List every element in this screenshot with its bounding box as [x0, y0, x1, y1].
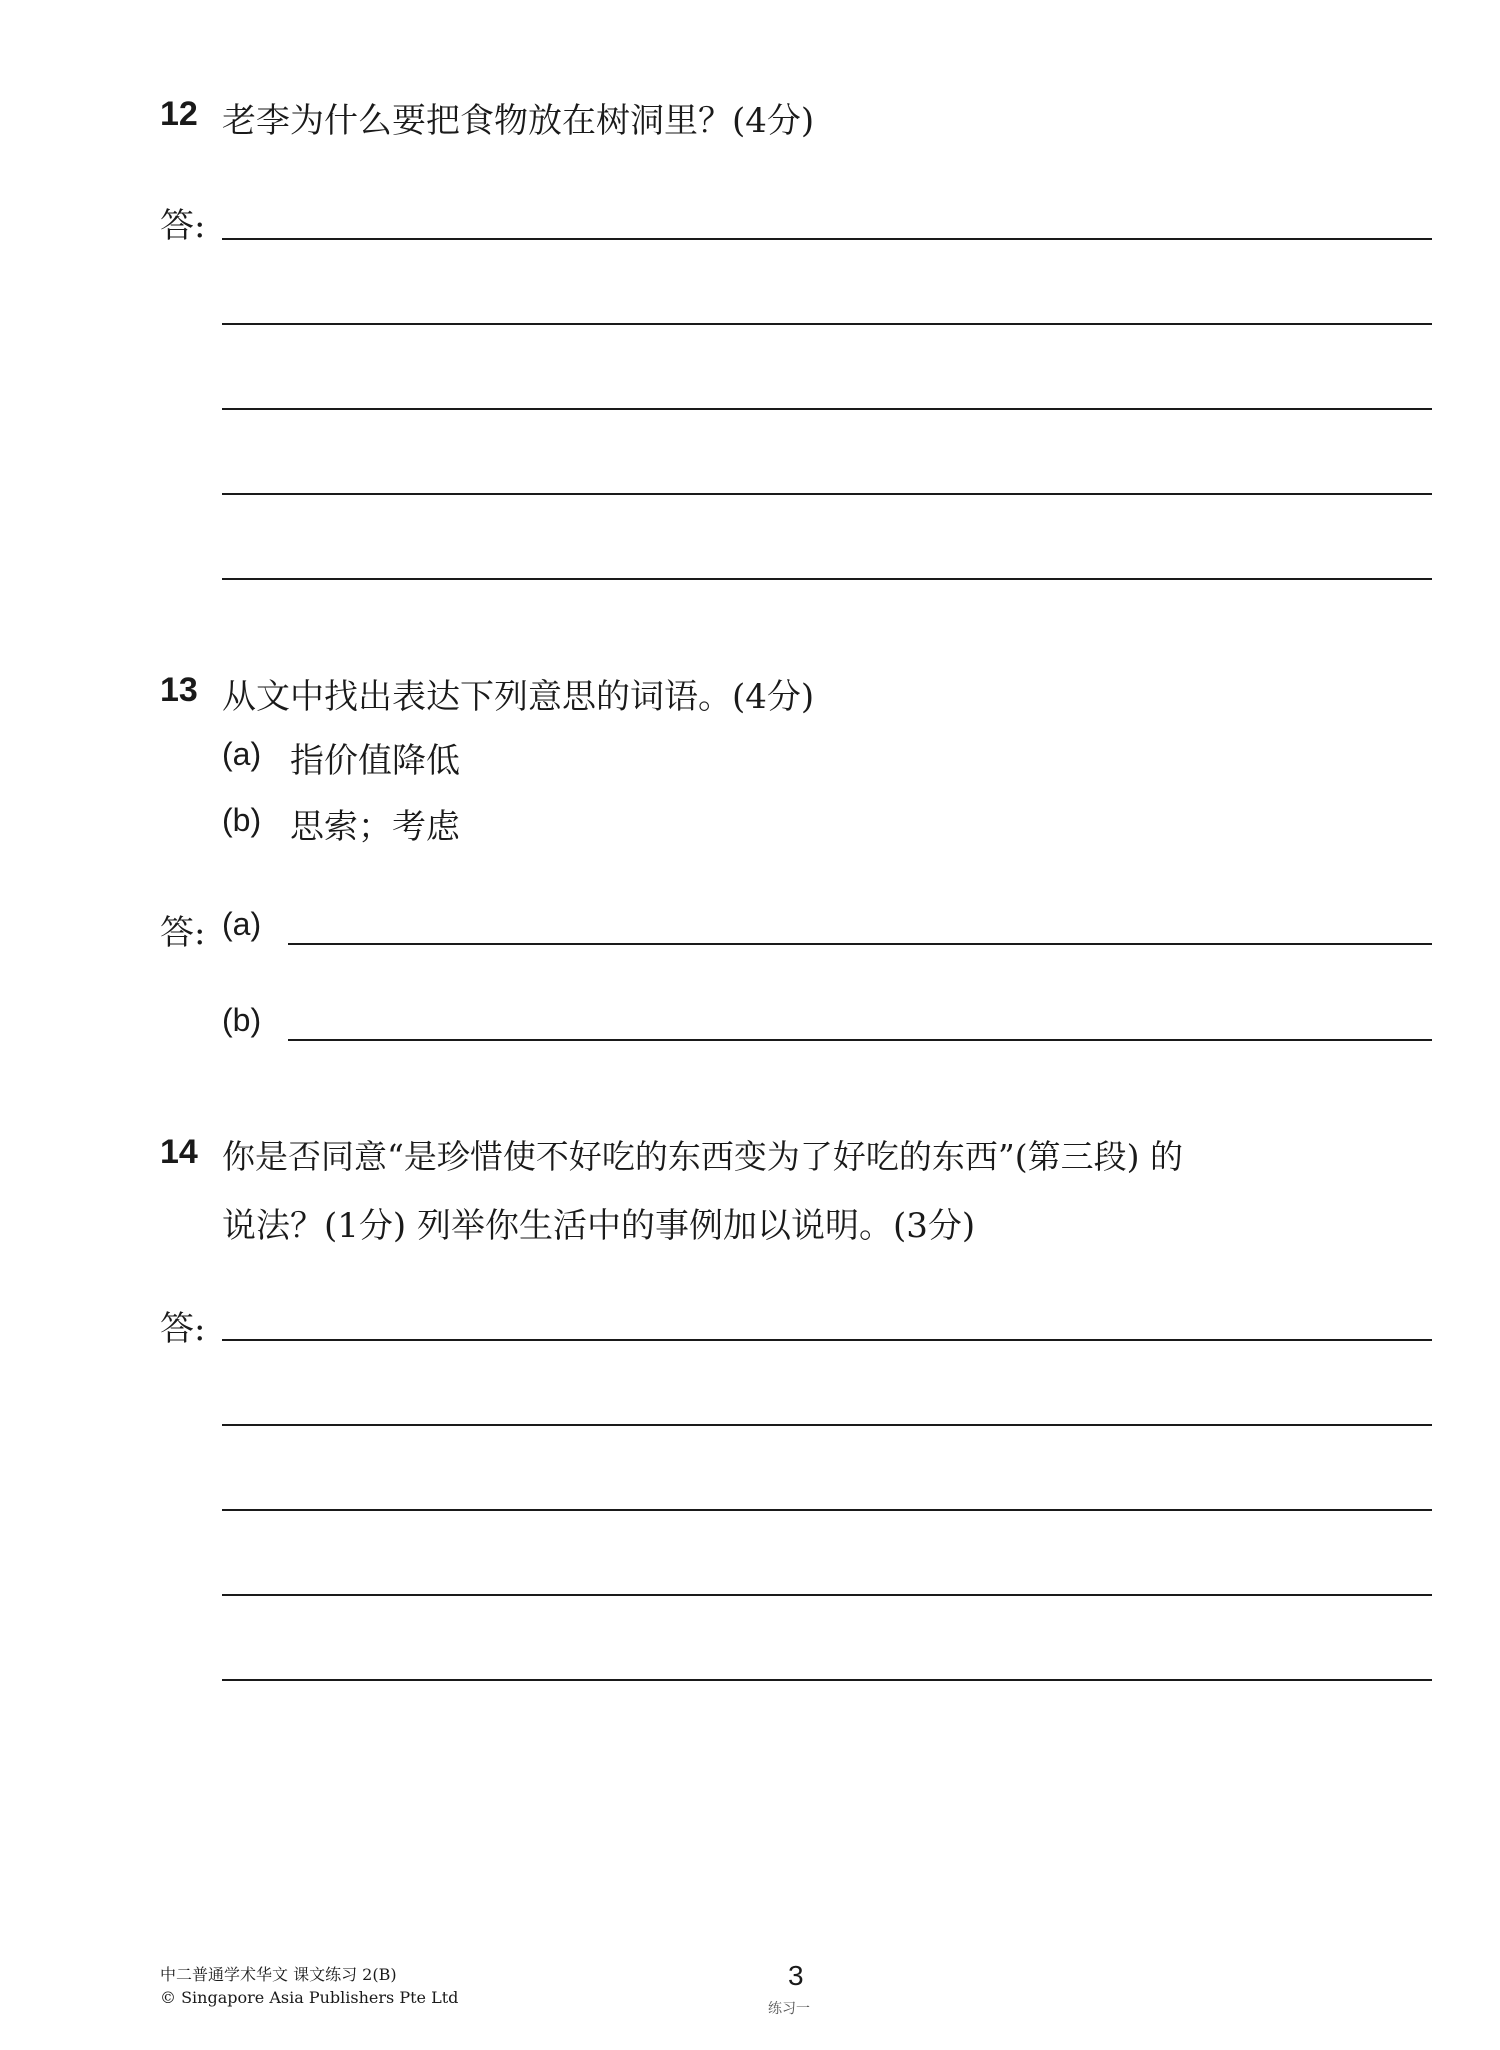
question-13-answer-label: 答: [160, 913, 206, 953]
answer-part-b-label: (b) [222, 1002, 262, 1038]
answer-line[interactable] [222, 1594, 1432, 1596]
footer-copyright: © Singapore Asia Publishers Pte Ltd [160, 1988, 459, 2007]
question-14-text-line1: 你是否同意“是珍惜使不好吃的东西变为了好吃的东西”(第三段) 的 [222, 1137, 1183, 1176]
answer-line[interactable] [222, 1509, 1432, 1511]
footer-page-number: 3 [788, 1960, 804, 1991]
question-13-text: 从文中找出表达下列意思的词语。(4分) [222, 677, 815, 717]
question-12-answer-label: 答: [160, 206, 206, 246]
answer-line-a[interactable] [288, 943, 1432, 945]
option-b-label: (b) [222, 802, 262, 838]
answer-line-b[interactable] [288, 1039, 1432, 1041]
answer-line[interactable] [222, 493, 1432, 495]
answer-part-a-label: (a) [222, 906, 262, 942]
question-12-text: 老李为什么要把食物放在树洞里？(4分) [222, 101, 815, 141]
answer-line[interactable] [222, 238, 1432, 240]
answer-line[interactable] [222, 1424, 1432, 1426]
answer-line[interactable] [222, 323, 1432, 325]
option-a-text: 指价值降低 [290, 741, 460, 781]
question-14-text-line2: 说法？(1分) 列举你生活中的事例加以说明。(3分) [222, 1206, 976, 1246]
answer-line[interactable] [222, 408, 1432, 410]
question-13-number: 13 [160, 671, 198, 709]
question-14-number: 14 [160, 1133, 198, 1171]
answer-line[interactable] [222, 578, 1432, 580]
answer-line[interactable] [222, 1339, 1432, 1341]
footer-book-title: 中二普通学术华文 课文练习 2(B) [160, 1965, 397, 1984]
footer-section: 练习一 [768, 2001, 810, 2017]
option-a-label: (a) [222, 736, 262, 772]
option-b-text: 思索；考虑 [290, 807, 460, 847]
answer-line[interactable] [222, 1679, 1432, 1681]
question-12-number: 12 [160, 95, 198, 133]
question-14-answer-label: 答: [160, 1309, 206, 1349]
